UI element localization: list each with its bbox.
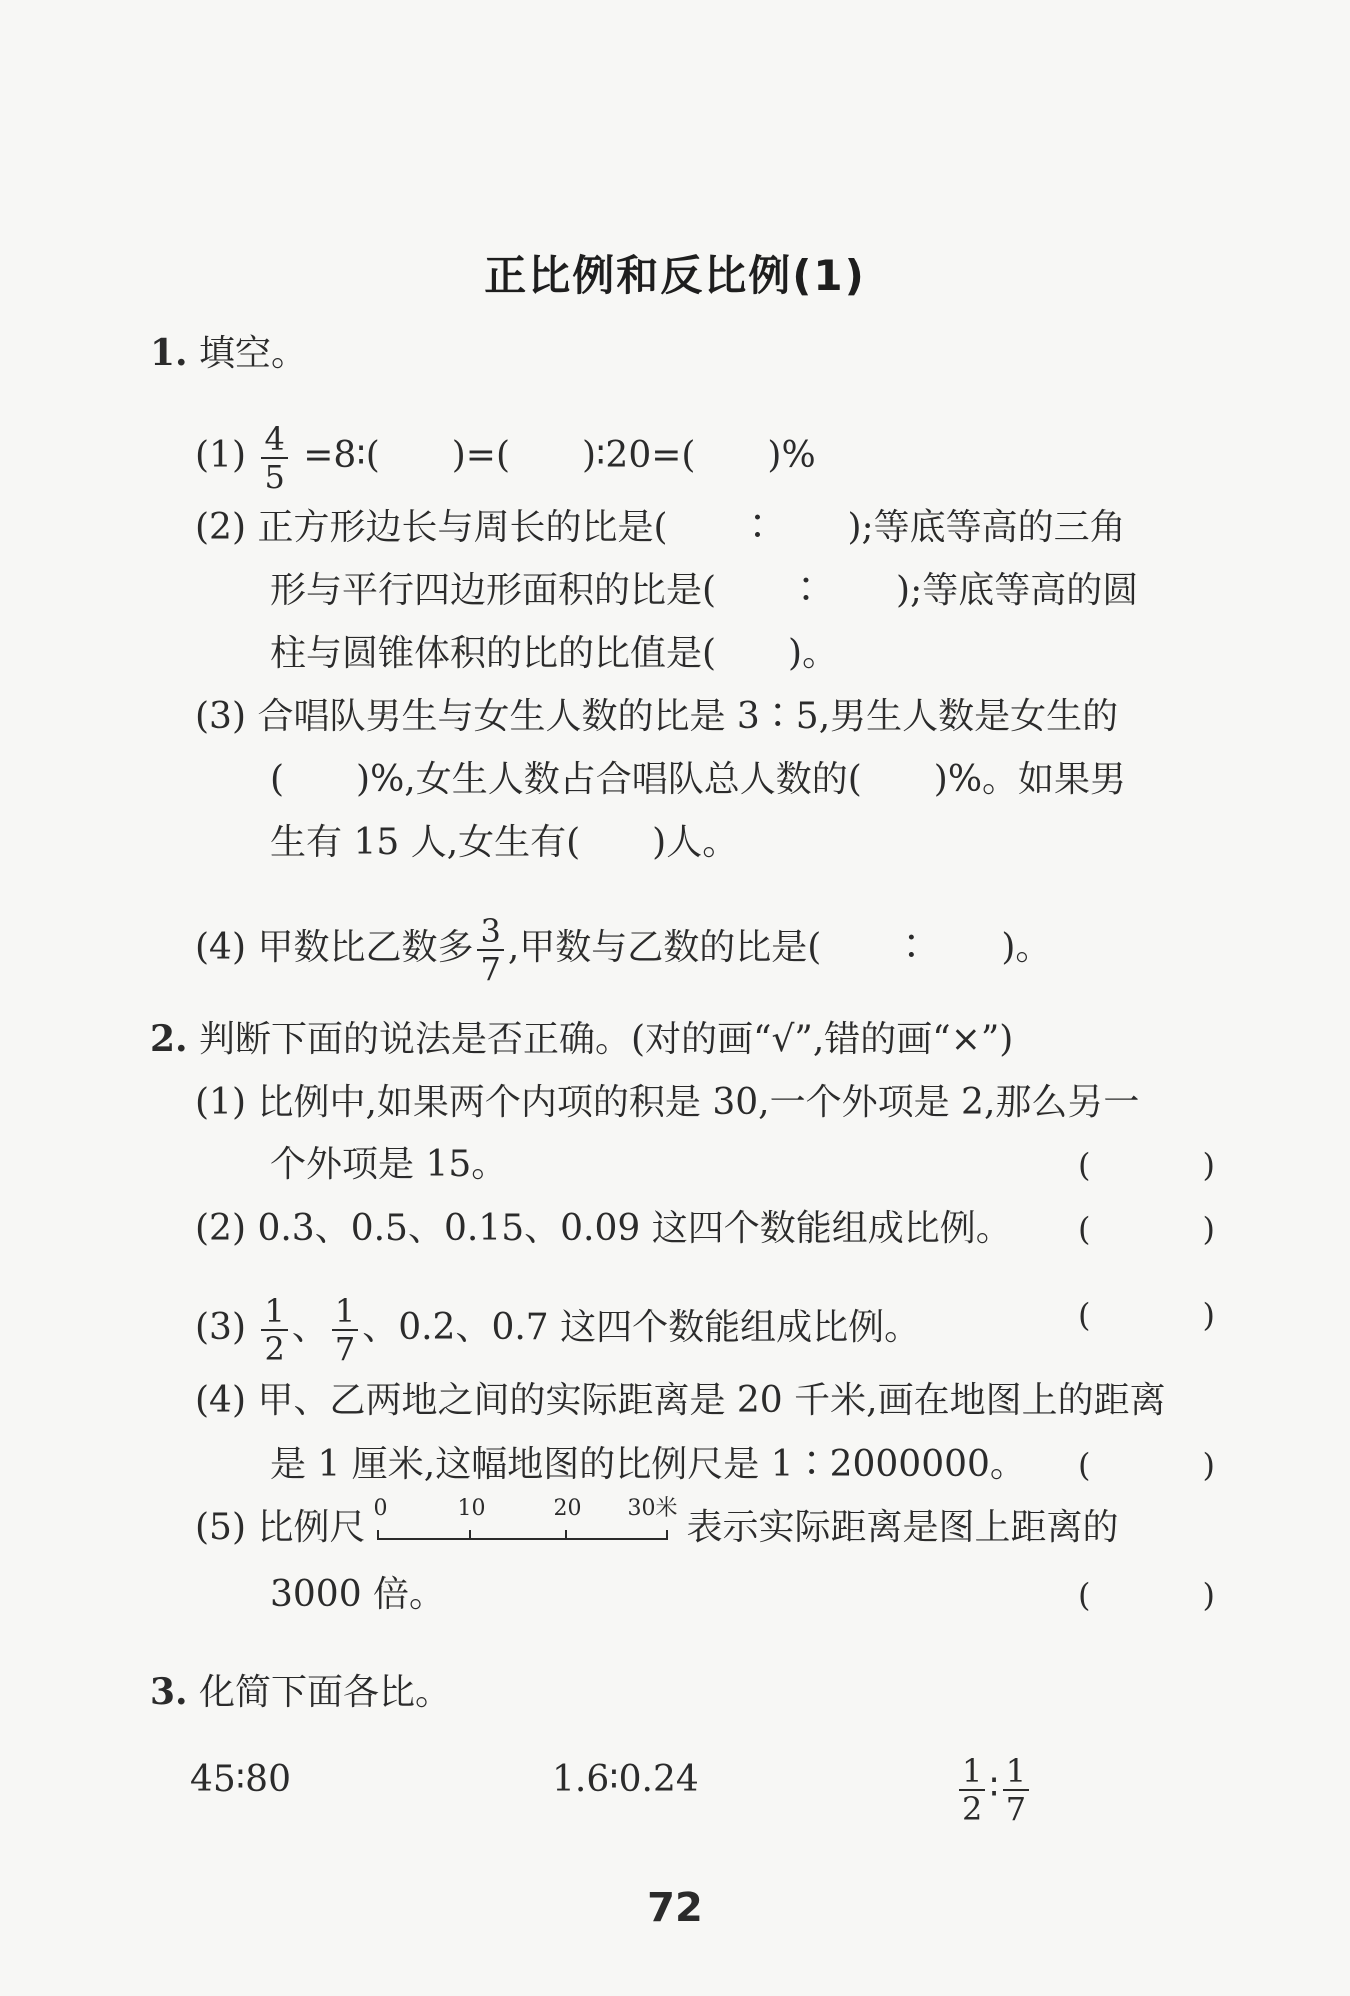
- q2-part3: [195, 1292, 921, 1368]
- q3-item-b: 1.6∶0.24: [552, 1759, 699, 1800]
- q1-part4-after: ,甲数与乙数的比是( ∶ )。: [507, 927, 1052, 968]
- q2-part1-label: (1): [195, 1082, 246, 1123]
- q2-part5-before: 比例尺: [257, 1507, 366, 1548]
- fraction-numerator: 1: [332, 1295, 358, 1331]
- q2-part2: [195, 1209, 1012, 1249]
- fraction-numerator: 3: [477, 915, 503, 951]
- q2-part2-text: 0.3、0.5、0.15、0.09 这四个数能组成比例。: [257, 1208, 1012, 1249]
- q2-part3-text: 、0.2、0.7 这四个数能组成比例。: [362, 1307, 921, 1348]
- q2-part5-after: 表示实际距离是图上距离的: [686, 1507, 1119, 1548]
- ruler-tick: [666, 1530, 668, 1540]
- q1-part2-text1: 正方形边长与周长的比是( ∶ );等底等高的三角: [257, 507, 1126, 548]
- q3-heading: [150, 1672, 451, 1713]
- q3-heading-text: 化简下面各比。: [199, 1672, 452, 1713]
- fraction-numerator: 4: [261, 423, 287, 459]
- q1-number: 1.: [150, 332, 188, 374]
- q2-part4-line1: [195, 1381, 1166, 1421]
- q1-part3-text1: 合唱队男生与女生人数的比是 3∶5,男生人数是女生的: [257, 696, 1119, 737]
- q1-part3-line3: 生有 15 人,女生有( )人。: [270, 822, 739, 863]
- ruler-label: 30米: [627, 1496, 678, 1521]
- fraction-1-2: [959, 1752, 985, 1828]
- answer-bracket[interactable]: ( ): [1078, 1296, 1255, 1334]
- fraction-denominator: 2: [264, 1330, 285, 1368]
- fraction-numerator: 1: [959, 1755, 985, 1791]
- q2-part5-line1: [195, 1498, 1118, 1548]
- q1-part4-before: 甲数比乙数多: [257, 927, 474, 968]
- ruler-label: 20: [553, 1496, 582, 1521]
- fraction-denominator: 7: [334, 1330, 356, 1368]
- q2-part4-label: (4): [195, 1380, 246, 1421]
- q1-part2-line1: [195, 508, 1126, 548]
- q2-part2-label: (2): [195, 1208, 246, 1249]
- q2-part3-sep: 、: [291, 1307, 328, 1348]
- q1-part1: [195, 420, 816, 496]
- ruler-label: 0: [373, 1496, 388, 1521]
- q1-part3-label: (3): [195, 696, 246, 737]
- answer-bracket[interactable]: ( ): [1078, 1210, 1255, 1248]
- q2-part5-line2: 3000 倍。: [270, 1574, 446, 1615]
- q1-part2-line2: 形与平行四边形面积的比是( ∶ );等底等高的圆: [270, 570, 1139, 611]
- fraction-denominator: 7: [480, 950, 501, 988]
- q1-part2-line3: 柱与圆锥体积的比的比值是( )。: [270, 633, 839, 674]
- q3-item-a: 45∶80: [190, 1759, 291, 1800]
- page-number: 72: [647, 1885, 703, 1931]
- ruler-tick: [565, 1530, 567, 1540]
- q2-number: 2.: [150, 1018, 188, 1060]
- q1-heading: [150, 333, 307, 374]
- q2-part1-line2: 个外项是 15。: [270, 1144, 508, 1185]
- q2-part3-label: (3): [195, 1307, 246, 1348]
- ruler-tick: [377, 1530, 379, 1540]
- fraction-numerator: 1: [1003, 1755, 1029, 1791]
- fraction-4-5: [261, 420, 287, 496]
- q2-part1-line1: [195, 1083, 1139, 1123]
- q2-part1-text1: 比例中,如果两个内项的积是 30,一个外项是 2,那么另一: [257, 1082, 1140, 1123]
- page-title: 正比例和反比例(1): [484, 251, 866, 300]
- q1-part3-line1: [195, 697, 1118, 737]
- q1-part4-label: (4): [195, 927, 246, 968]
- q2-part4-line2: 是 1 厘米,这幅地图的比例尺是 1∶2000000。: [270, 1444, 1026, 1485]
- ruler-bar: [377, 1538, 668, 1540]
- fraction-1-7: [1003, 1752, 1029, 1828]
- q2-heading-text: 判断下面的说法是否正确。(对的画“√”,错的画“×”): [199, 1019, 1014, 1060]
- fraction-1-7: [332, 1292, 358, 1368]
- answer-bracket[interactable]: ( ): [1078, 1146, 1255, 1184]
- fraction-denominator: 7: [1005, 1790, 1027, 1828]
- q1-heading-text: 填空。: [199, 333, 308, 374]
- q2-part5-label: (5): [195, 1507, 246, 1548]
- fraction-denominator: 2: [962, 1790, 983, 1828]
- q1-part4: [195, 912, 1052, 988]
- ruler-label: 10: [457, 1496, 486, 1521]
- fraction-3-7: [477, 912, 503, 988]
- fraction-1-2: [261, 1292, 287, 1368]
- q3-item-c: [955, 1752, 1033, 1828]
- q2-heading: [150, 1019, 1013, 1060]
- ruler-tick: [469, 1530, 471, 1540]
- q1-part1-label: (1): [195, 435, 246, 476]
- fraction-numerator: 1: [261, 1295, 287, 1331]
- q3-number: 3.: [150, 1671, 188, 1713]
- q1-part3-line2: ( )%,女生人数占合唱队总人数的( )%。如果男: [270, 759, 1127, 800]
- fraction-denominator: 5: [264, 458, 285, 496]
- answer-bracket[interactable]: ( ): [1078, 1576, 1255, 1614]
- q1-part2-label: (2): [195, 507, 246, 548]
- scale-ruler: [373, 1498, 678, 1548]
- answer-bracket[interactable]: ( ): [1078, 1446, 1255, 1484]
- q2-part4-text1: 甲、乙两地之间的实际距离是 20 千米,画在地图上的距离: [257, 1380, 1166, 1421]
- ratio-colon: ∶: [989, 1767, 999, 1808]
- q1-part1-text: =8∶( )=( )∶20=( )%: [303, 435, 816, 476]
